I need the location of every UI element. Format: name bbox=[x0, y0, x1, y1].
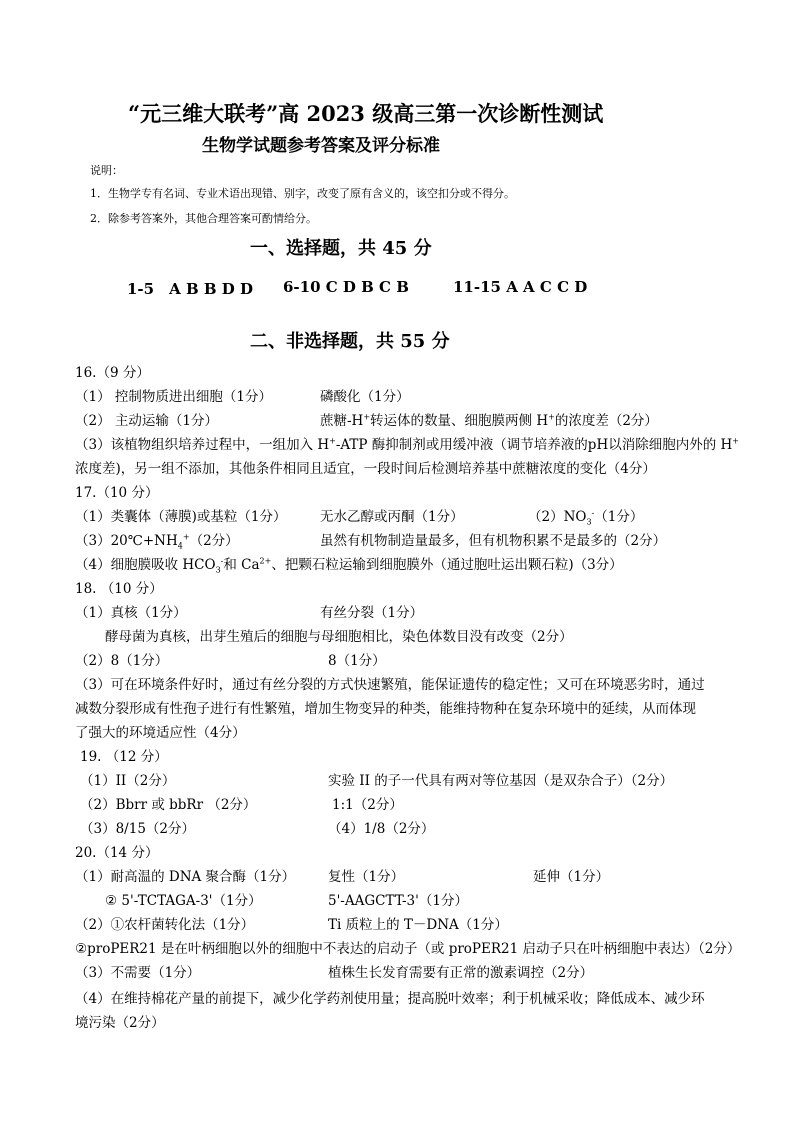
q20-answer-2b: Ti 质粒上的 T－DNA（1分） bbox=[328, 917, 508, 933]
q20-answer-2a: （2）①农杆菌转化法（1分） bbox=[75, 917, 255, 933]
answers-11-15: 11-15 A A C C D bbox=[453, 278, 588, 296]
note-1: 1．生物学专有名词、专业术语出现错、别字，改变了原有含义的，该空扣分或不得分。 bbox=[90, 187, 515, 200]
q20-heading: 20.（14 分） bbox=[75, 845, 159, 861]
q18-heading: 18. （10 分） bbox=[75, 581, 163, 597]
notes-heading: 说明： bbox=[90, 164, 123, 177]
q17-answer-3a: $(3)20℃+NH_4^+(2$分） bbox=[75, 532, 239, 551]
q18-answer-3-line3: 了强大的环境适应性（4分） bbox=[75, 725, 246, 741]
q18-answer-3-line2: 减数分裂形成有性孢子进行有性繁殖，增加生物变异的种类，能维持物种在复杂环境中的延续，从而体现 bbox=[75, 701, 696, 717]
q17-answer-1b: 无水乙醇或丙酮（1分） bbox=[320, 509, 464, 525]
q20-answer-1b: 复性（1分） bbox=[328, 869, 405, 885]
q18-answer-2b: 8（1分） bbox=[328, 653, 386, 669]
q16-answer-3-cont: 浓度差)，另一组不添加，其他条件相同且适宜，一段时间后检测培养基中蔗糖浓度的变化（4分） bbox=[75, 461, 656, 477]
q19-answer-4: （4）1/8（2分） bbox=[328, 821, 435, 837]
section-nonchoice-title: 二、非选择题，共 55 分 bbox=[250, 331, 450, 352]
q17-answer-4: （4）细胞膜吸收 $HCO_3^-$和 $Ca^{2+}$、把颗石粒运输到细胞膜外（通过胞吐运出颗石粒)（3分） bbox=[75, 556, 623, 575]
q18-answer-3-line1: （3）可在环境条件好时，通过有丝分裂的方式快速繁殖，能保证遗传的稳定性；又可在环境恶劣时，通过 bbox=[75, 677, 705, 693]
section-choice-title: 一、选择题，共 45 分 bbox=[250, 238, 432, 259]
page-title: “元三维大联考”高 2023 级高三第一次诊断性测试 bbox=[128, 101, 604, 126]
note-2: 2．除参考答案外，其他合理答案可酌情给分。 bbox=[90, 212, 317, 225]
q19-heading: 19. （12 分） bbox=[80, 749, 168, 765]
q20-answer-3b: 植株生长发育需要有正常的激素调控（2分） bbox=[328, 965, 594, 981]
q20-answer-1d: ② 5'-TCTAGA-3'（1分） bbox=[105, 893, 262, 909]
page-subtitle: 生物学试题参考答案及评分标准 bbox=[202, 136, 440, 156]
q20-answer-4-line1: （4）在维持棉花产量的前提下，减少化学药剂使用量；提高脱叶效率；利于机械采收；降低成本、减少环 bbox=[75, 991, 705, 1007]
q17-heading: 17.（10 分） bbox=[75, 485, 159, 501]
q19-answer-2b: 1:1（2分） bbox=[332, 797, 403, 813]
q19-answer-3: （3）8/15（2分） bbox=[80, 821, 195, 837]
q16-answer-2a: （2） 主动运输（1分） bbox=[75, 413, 218, 429]
q17-answer-2: $(2)NO_3^-(1$分） bbox=[528, 508, 644, 527]
q20-answer-1a: （1）耐高温的 DNA 聚合酶（1分） bbox=[75, 869, 296, 885]
q16-answer-2b: 蔗糖-H+转运体的数量、细胞膜两侧 H+的浓度差（2分） bbox=[320, 412, 658, 429]
q18-answer-1a: （1）真核（1分） bbox=[75, 605, 187, 621]
q19-answer-1b: 实验 II 的子一代具有两对等位基因（是双杂合子）（2分） bbox=[328, 773, 674, 789]
q16-answer-1b: 磷酸化（1分） bbox=[320, 389, 410, 405]
q20-answer-1e: 5'-AAGCTT-3'（1分） bbox=[328, 893, 468, 909]
q18-answer-1b: 有丝分裂（1分） bbox=[320, 605, 424, 621]
q19-answer-2a: （2）Bbrr 或 bbRr （2分） bbox=[80, 797, 257, 813]
q18-answer-1c: 酵母菌为真核，出芽生殖后的细胞与母细胞相比，染色体数目没有改变（2分） bbox=[105, 629, 573, 645]
q20-answer-4-line2: 境污染（2分） bbox=[75, 1015, 165, 1031]
q19-answer-1a: （1）II（2分） bbox=[80, 773, 176, 789]
q17-answer-3b: 虽然有机物制造量最多，但有机物积累不是最多的（2分） bbox=[320, 533, 667, 549]
answers-6-10: 6-10 C D B C B bbox=[283, 278, 409, 296]
q20-answer-3a: （3）不需要（1分） bbox=[75, 965, 201, 981]
q18-answer-2a: （2）8（1分） bbox=[75, 653, 169, 669]
q20-answer-1c: 延伸（1分） bbox=[533, 869, 610, 885]
q20-answer-2c: ②proPER21 是在叶柄细胞以外的细胞中不表达的启动子（或 proPER21 启动子只在叶柄细胞中表达）（2分） bbox=[75, 941, 741, 957]
q16-answer-3: （3）该植物组织培养过程中，一组加入 H+-ATP 酶抑制剂或用缓冲液（调节培养液的pH以消除细胞内外的 H+ bbox=[75, 436, 739, 453]
q17-answer-1a: （1）类囊体（薄膜)或基粒（1分） bbox=[75, 509, 287, 525]
answers-1-5: 1-5 A B B D D bbox=[127, 280, 253, 298]
q16-answer-1a: （1） 控制物质进出细胞（1分） bbox=[75, 389, 272, 405]
q16-heading: 16.（9 分） bbox=[75, 365, 150, 381]
